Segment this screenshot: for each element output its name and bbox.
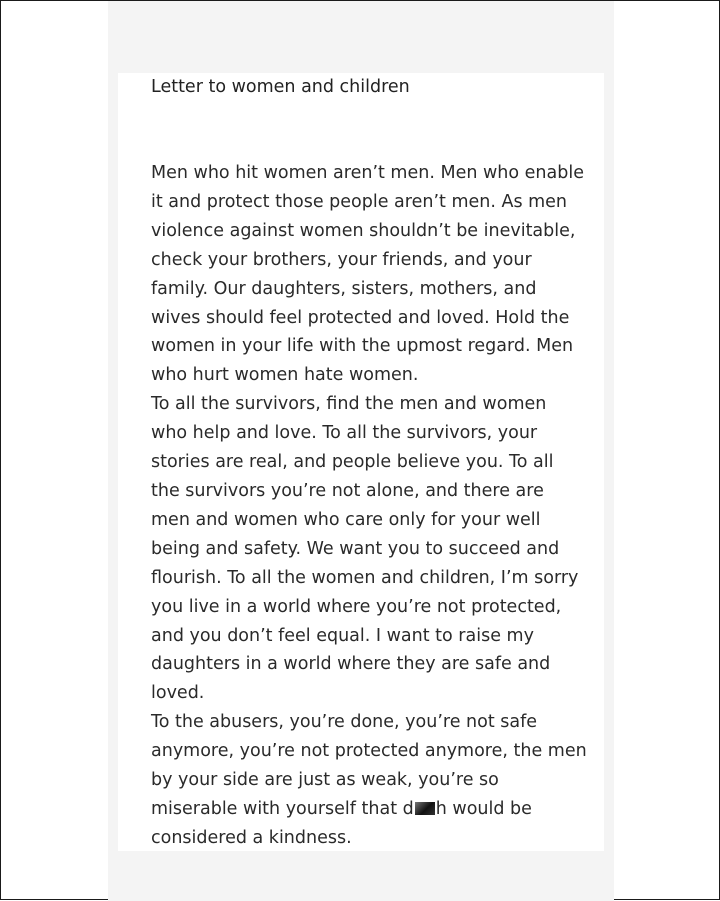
body-line: it and protect those people aren’t men. As men: [151, 191, 568, 212]
phone-screen: [108, 1, 614, 901]
body-line: To the abusers, you’re done, you’re not safe: [151, 712, 538, 733]
body-line: daughters in a world where they are safe and: [151, 654, 551, 675]
body-line: by your side are just as weak, you’re so: [151, 770, 499, 791]
body-line: the survivors you’re not alone, and there are: [151, 480, 544, 501]
body-line: women in your life with the upmost regard. Men: [151, 336, 574, 357]
redaction-mark: [415, 802, 435, 815]
body-line: who help and love. To all the survivors, your: [151, 423, 538, 444]
body-line: Men who hit women aren’t men. Men who enable: [151, 163, 584, 183]
body-line: being and safety. We want you to succeed and: [151, 538, 560, 559]
redacted-body-line: [151, 795, 591, 824]
body-line: violence against women shouldn’t be inevitable,: [151, 220, 576, 241]
body-line: and you don’t feel equal. I want to raise my: [151, 625, 534, 646]
body-line: men and women who care only for your well: [151, 509, 541, 530]
body-line: loved.: [151, 683, 205, 704]
body-line: stories are real, and people believe you. To all: [151, 452, 554, 473]
body-line: who hurt women hate women.: [151, 365, 419, 386]
body-line: check your brothers, your friends, and your: [151, 249, 532, 270]
body-line: considered a kindness.: [151, 827, 352, 848]
document-body[interactable]: [151, 159, 591, 853]
redacted-line-after: h would be: [435, 798, 532, 819]
body-line: family. Our daughters, sisters, mothers, and: [151, 278, 537, 299]
body-line: anymore, you’re not protected anymore, the men: [151, 741, 587, 762]
document-title: Letter to women and children: [151, 77, 410, 97]
body-line: wives should feel protected and loved. Hold the: [151, 307, 570, 328]
body-line: To all the survivors, find the men and women: [151, 394, 547, 415]
body-line: you live in a world where you’re not protected,: [151, 596, 562, 617]
notes-document[interactable]: [118, 73, 604, 851]
body-line: flourish. To all the women and children, I’m sorry: [151, 567, 579, 588]
redacted-line-before: miserable with yourself that d: [151, 798, 414, 819]
